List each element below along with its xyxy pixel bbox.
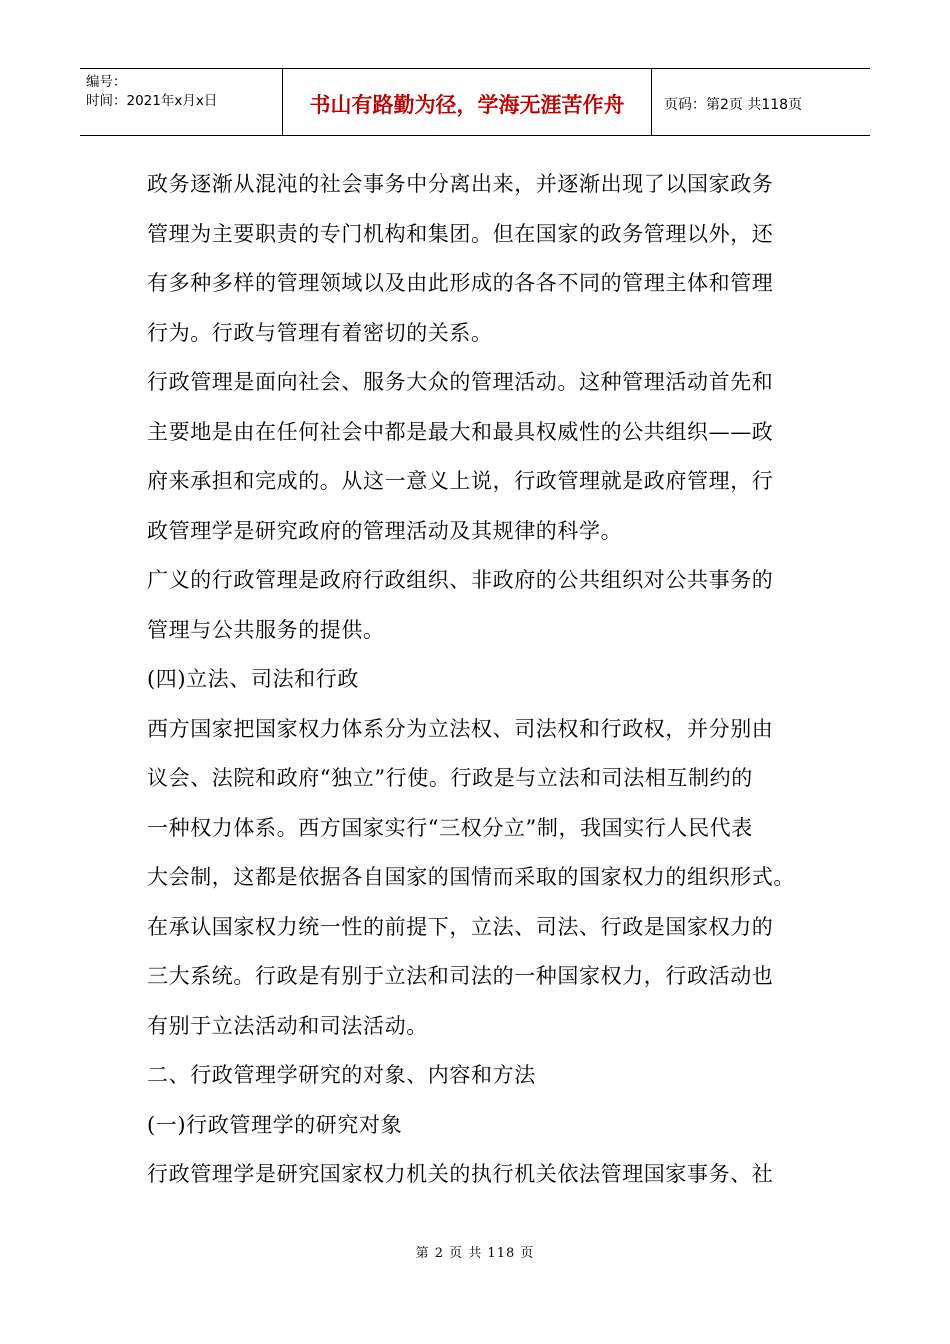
- body-line: 管理为主要职责的专门机构和集团。但在国家的政务管理以外，还: [147, 221, 774, 246]
- body-line: 广义的行政管理是政府行政组织、非政府的公共组织对公共事务的: [147, 568, 774, 592]
- section-heading: (四)立法、司法和行政: [147, 667, 359, 691]
- body-line: 政管理学是研究政府的管理活动及其规律的科学。: [147, 518, 623, 543]
- document-number-label: 编号：: [86, 74, 127, 90]
- body-line: 行政管理是面向社会、服务大众的管理活动。这种管理活动首先和: [147, 370, 774, 394]
- body-line: 行为。行政与管理有着密切的关系。: [147, 320, 493, 345]
- section-heading: (一)行政管理学的研究对象: [147, 1112, 403, 1137]
- body-line: 大会制，这都是依据各自国家的国情而采取的国家权力的组织形式。: [147, 865, 795, 889]
- body-line: 一种权力体系。西方国家实行“三权分立”制，我国实行人民代表: [147, 815, 753, 840]
- body-line: 三大系统。行政是有别于立法和司法的一种国家权力，行政活动也: [147, 964, 774, 988]
- body-line: 议会、法院和政府“独立”行使。行政是与立法和司法相互制约的: [147, 766, 753, 790]
- body-line: 在承认国家权力统一性的前提下，立法、司法、行政是国家权力的: [147, 914, 774, 939]
- page-footer: 第 2 页 共 118 页: [415, 1246, 535, 1261]
- body-line: 政务逐渐从混沌的社会事务中分离出来，并逐渐出现了以国家政务: [147, 172, 774, 196]
- body-line: 府来承担和完成的。从这一意义上说，行政管理就是政府管理，行: [147, 469, 774, 493]
- body-line: 行政管理学是研究国家权力机关的执行机关依法管理国家事务、社: [147, 1162, 774, 1186]
- body-line: 管理与公共服务的提供。: [147, 617, 385, 642]
- document-body: [147, 160, 817, 1200]
- body-line: 西方国家把国家权力体系分为立法权、司法权和行政权，并分别由: [147, 716, 774, 741]
- header-motto: 书山有路勤为径，学海无涯苦作舟: [283, 69, 652, 135]
- body-line: 有多种多样的管理领域以及由此形成的各各不同的管理主体和管理: [147, 271, 774, 295]
- header-meta: [80, 69, 283, 135]
- header-page-info: 页码：第2页 共118页: [664, 97, 803, 113]
- section-heading: 二、行政管理学研究的对象、内容和方法: [147, 1063, 536, 1087]
- page-header: [80, 68, 870, 136]
- body-line: 主要地是由在任何社会中都是最大和最具权威性的公共组织——政: [147, 419, 774, 444]
- document-time-label: 时间：2021年x月x日: [86, 93, 218, 109]
- body-line: 有别于立法活动和司法活动。: [147, 1013, 428, 1038]
